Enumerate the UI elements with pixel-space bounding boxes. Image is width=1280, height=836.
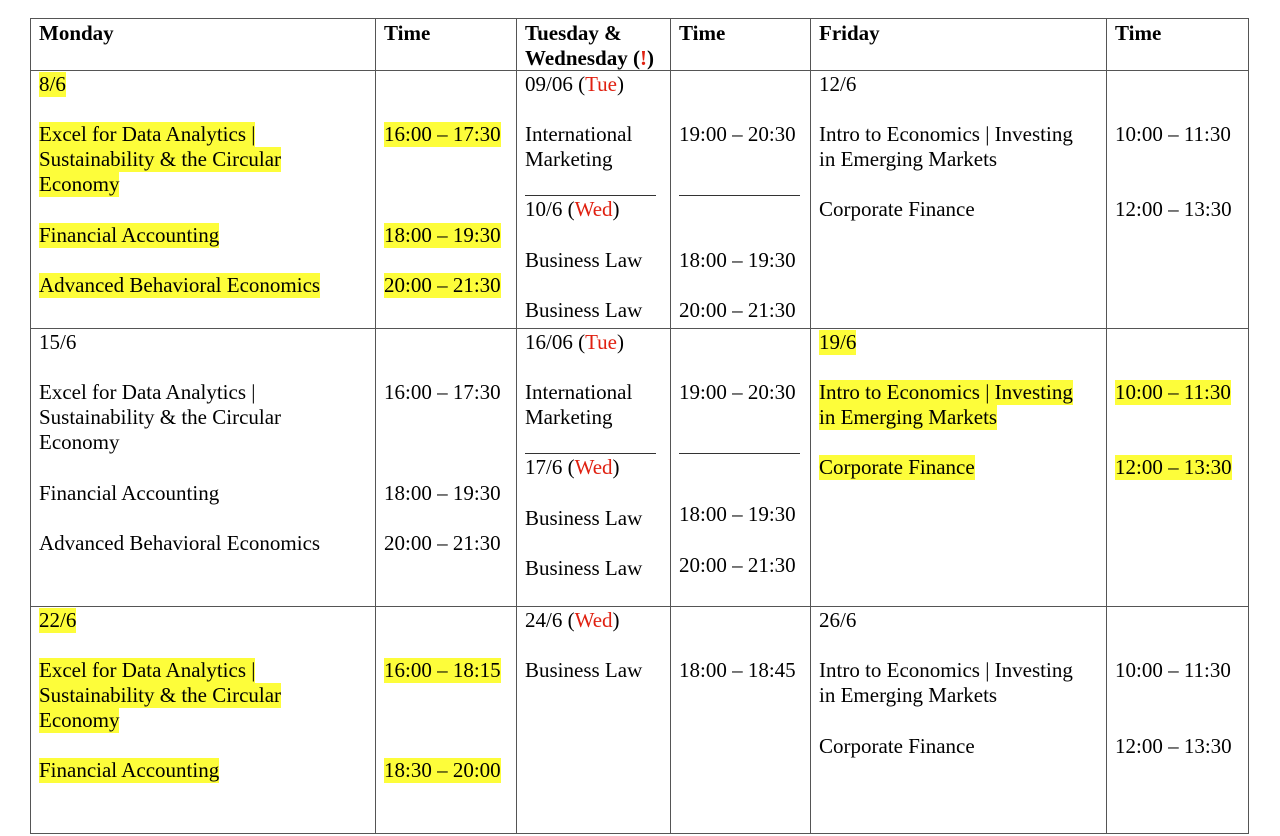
course-international-marketing: International — [525, 380, 633, 404]
wednesday-date: 10/6 (Wed) — [525, 197, 620, 221]
course-time: 10:00 – 11:30 — [1115, 380, 1231, 404]
course-excel: Excel for Data Analytics | — [39, 380, 256, 404]
header-exclamation: ! — [639, 46, 647, 70]
course-financial-accounting: Financial Accounting — [39, 758, 220, 782]
course-excel: Economy — [39, 708, 120, 732]
monday-date: 8/6 — [39, 72, 66, 96]
course-financial-accounting: Financial Accounting — [39, 481, 220, 505]
column-divider — [1106, 18, 1107, 834]
column-divider — [516, 18, 517, 834]
friday-date: 19/6 — [819, 330, 857, 354]
header-tuesday-line1: Tuesday & — [525, 21, 622, 45]
course-time: 18:00 – 19:30 — [679, 502, 796, 526]
course-time: 18:00 – 18:45 — [679, 658, 796, 682]
friday-date: 26/6 — [819, 608, 857, 632]
row-divider — [30, 328, 1249, 329]
course-business-law: Business Law — [525, 298, 643, 322]
course-time: 19:00 – 20:30 — [679, 380, 796, 404]
course-time: 12:00 – 13:30 — [1115, 197, 1232, 221]
course-international-marketing: Marketing — [525, 147, 613, 171]
course-time: 20:00 – 21:30 — [384, 273, 501, 297]
course-time: 18:00 – 19:30 — [384, 481, 501, 505]
course-excel: Sustainability & the Circular — [39, 147, 282, 171]
day-separator — [679, 453, 800, 454]
course-excel: Sustainability & the Circular — [39, 405, 282, 429]
course-corporate-finance: Corporate Finance — [819, 197, 975, 221]
table-border-left — [30, 18, 31, 834]
course-time: 12:00 – 13:30 — [1115, 455, 1232, 479]
course-corporate-finance: Corporate Finance — [819, 734, 975, 758]
course-time: 20:00 – 21:30 — [679, 298, 796, 322]
course-international-marketing: Marketing — [525, 405, 613, 429]
header-time: Time — [384, 21, 431, 45]
course-excel: Sustainability & the Circular — [39, 683, 282, 707]
course-behavioral-economics: Advanced Behavioral Economics — [39, 273, 321, 297]
header-monday: Monday — [39, 21, 114, 45]
column-divider — [670, 18, 671, 834]
day-separator — [525, 453, 656, 454]
course-time: 10:00 – 11:30 — [1115, 122, 1231, 146]
course-business-law: Business Law — [525, 658, 643, 682]
monday-date: 22/6 — [39, 608, 77, 632]
course-time: 16:00 – 18:15 — [384, 658, 501, 682]
header-time: Time — [679, 21, 726, 45]
row-divider — [30, 606, 1249, 607]
table-border-right — [1248, 18, 1249, 834]
day-separator — [525, 195, 656, 196]
course-intro-economics: Intro to Economics | Investing — [819, 122, 1073, 146]
day-separator — [679, 195, 800, 196]
tuesday-date: 16/06 (Tue) — [525, 330, 624, 354]
schedule-table — [30, 18, 1249, 834]
table-border-bottom — [30, 833, 1249, 834]
course-excel: Excel for Data Analytics | — [39, 122, 256, 146]
course-excel: Economy — [39, 172, 120, 196]
course-international-marketing: International — [525, 122, 633, 146]
course-intro-economics: in Emerging Markets — [819, 405, 998, 429]
course-behavioral-economics: Advanced Behavioral Economics — [39, 531, 321, 555]
course-intro-economics: in Emerging Markets — [819, 683, 998, 707]
wednesday-date: 17/6 (Wed) — [525, 455, 620, 479]
course-corporate-finance: Corporate Finance — [819, 455, 975, 479]
tuesday-date: 09/06 (Tue) — [525, 72, 624, 96]
course-time: 19:00 – 20:30 — [679, 122, 796, 146]
course-business-law: Business Law — [525, 556, 643, 580]
course-time: 16:00 – 17:30 — [384, 380, 501, 404]
column-divider — [375, 18, 376, 834]
wednesday-date: 24/6 (Wed) — [525, 608, 620, 632]
course-financial-accounting: Financial Accounting — [39, 223, 220, 247]
course-time: 20:00 – 21:30 — [679, 553, 796, 577]
course-business-law: Business Law — [525, 506, 643, 530]
course-time: 18:00 – 19:30 — [384, 223, 501, 247]
course-time: 20:00 – 21:30 — [384, 531, 501, 555]
course-intro-economics: in Emerging Markets — [819, 147, 998, 171]
monday-date: 15/6 — [39, 330, 77, 354]
course-excel: Excel for Data Analytics | — [39, 658, 256, 682]
course-excel: Economy — [39, 430, 120, 454]
header-friday: Friday — [819, 21, 880, 45]
header-time: Time — [1115, 21, 1162, 45]
column-divider — [810, 18, 811, 834]
course-time: 16:00 – 17:30 — [384, 122, 501, 146]
course-intro-economics: Intro to Economics | Investing — [819, 380, 1073, 404]
course-time: 12:00 – 13:30 — [1115, 734, 1232, 758]
friday-date: 12/6 — [819, 72, 857, 96]
table-border-top — [30, 18, 1249, 19]
course-time: 18:00 – 19:30 — [679, 248, 796, 272]
course-time: 18:30 – 20:00 — [384, 758, 501, 782]
course-business-law: Business Law — [525, 248, 643, 272]
header-wednesday-line2: Wednesday (!) — [525, 46, 654, 70]
course-intro-economics: Intro to Economics | Investing — [819, 658, 1073, 682]
course-time: 10:00 – 11:30 — [1115, 658, 1231, 682]
